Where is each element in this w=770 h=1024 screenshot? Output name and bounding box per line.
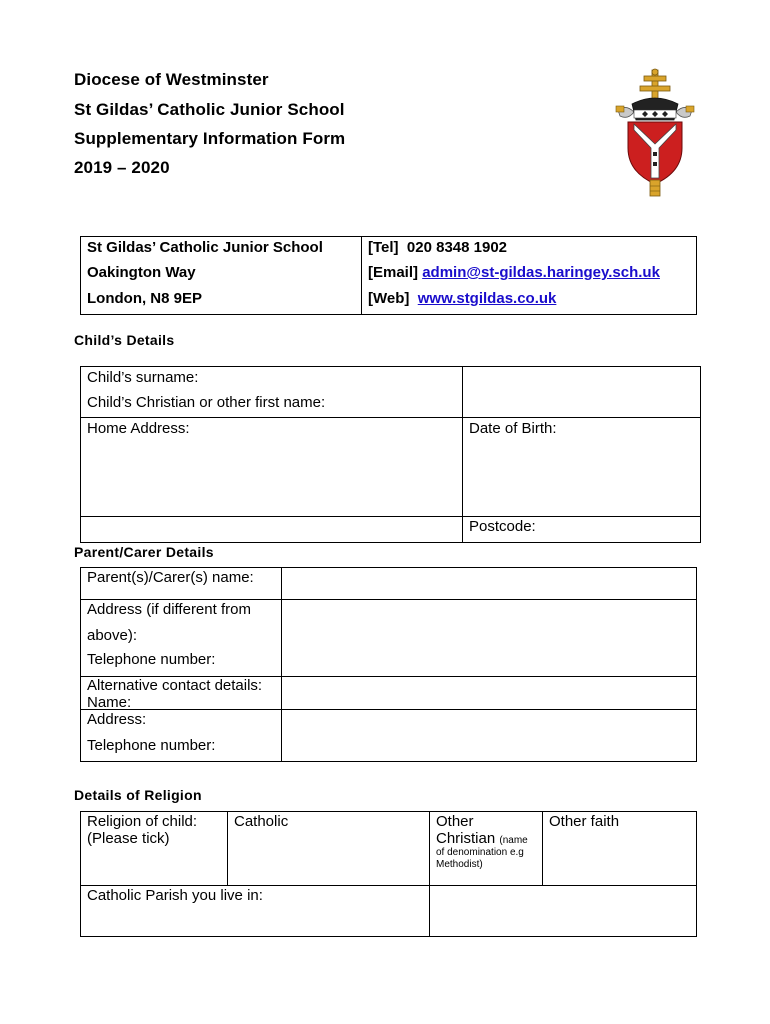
tel-number: 020 8348 1902 bbox=[406, 239, 508, 256]
school-year: 2019 – 2020 bbox=[74, 158, 170, 177]
contact-tel bbox=[368, 239, 507, 256]
other-faith-option[interactable]: Other faith bbox=[549, 813, 620, 830]
other-christian-note: (name bbox=[499, 835, 528, 846]
please-tick-label: (Please tick) bbox=[87, 830, 170, 847]
date-of-birth-label: Date of Birth: bbox=[469, 420, 557, 437]
web-label: [Web] bbox=[368, 290, 410, 307]
contact-street: Oakington Way bbox=[87, 264, 196, 281]
alt-contact-label: Alternative contact details: bbox=[87, 677, 263, 694]
alt-contact-name-field[interactable] bbox=[282, 677, 696, 708]
parent-name-field[interactable] bbox=[282, 568, 696, 598]
other-christian-note-2: of denomination e.g bbox=[436, 847, 524, 858]
contact-web bbox=[368, 290, 556, 307]
other-christian-word: Christian bbox=[436, 830, 496, 847]
parent-name-label: Parent(s)/Carer(s) name: bbox=[87, 569, 254, 586]
parent-address-field[interactable] bbox=[282, 600, 696, 675]
parent-details-heading: Parent/Carer Details bbox=[74, 544, 214, 560]
other-christian-option[interactable]: Other bbox=[436, 813, 474, 830]
home-address-field[interactable] bbox=[81, 440, 461, 515]
alt-telephone-label: Telephone number: bbox=[87, 737, 216, 754]
web-link[interactable]: www.stgildas.co.uk bbox=[417, 290, 557, 307]
catholic-option[interactable]: Catholic bbox=[234, 813, 289, 830]
email-link[interactable]: admin@st-gildas.haringey.sch.uk bbox=[422, 264, 660, 281]
child-name-field[interactable] bbox=[463, 367, 700, 416]
religion-col-divider-1 bbox=[227, 811, 228, 885]
school-title: St Gildas’ Catholic Junior School bbox=[74, 100, 345, 119]
email-label: [Email] bbox=[368, 264, 419, 281]
contact-school-name: St Gildas’ Catholic Junior School bbox=[87, 239, 323, 256]
contact-city: London, N8 9EP bbox=[87, 290, 203, 307]
alt-address-label: Address: bbox=[87, 711, 147, 728]
child-row-divider-2 bbox=[80, 516, 701, 517]
childs-details-heading: Child’s Details bbox=[74, 332, 175, 348]
parent-address-label: Address (if different from bbox=[87, 601, 251, 618]
parish-field[interactable] bbox=[430, 886, 696, 936]
home-address-label: Home Address: bbox=[87, 420, 190, 437]
parent-address-label-cont: above): bbox=[87, 627, 138, 644]
child-row-divider-1 bbox=[80, 417, 701, 418]
contact-email bbox=[368, 264, 660, 281]
parish-label: Catholic Parish you live in: bbox=[87, 887, 263, 904]
religion-of-child-label: Religion of child: bbox=[87, 813, 198, 830]
child-surname-label: Child’s surname: bbox=[87, 369, 199, 386]
other-christian-note-3: Methodist) bbox=[436, 859, 483, 870]
contact-table-divider bbox=[361, 236, 362, 315]
parent-telephone-label: Telephone number: bbox=[87, 651, 216, 668]
postcode-label: Postcode: bbox=[469, 518, 536, 535]
other-christian-option-cont bbox=[436, 830, 528, 847]
tel-label: [Tel] bbox=[368, 239, 399, 256]
religion-col-divider-3 bbox=[542, 811, 543, 885]
religion-heading: Details of Religion bbox=[74, 787, 202, 803]
diocese-title: Diocese of Westminster bbox=[74, 70, 269, 89]
alt-contact-address-field[interactable] bbox=[282, 710, 696, 761]
diocese-crest-icon bbox=[612, 68, 698, 200]
alt-name-label: Name: bbox=[87, 694, 132, 711]
form-title: Supplementary Information Form bbox=[74, 129, 346, 148]
child-christian-name-label: Child’s Christian or other first name: bbox=[87, 394, 326, 411]
